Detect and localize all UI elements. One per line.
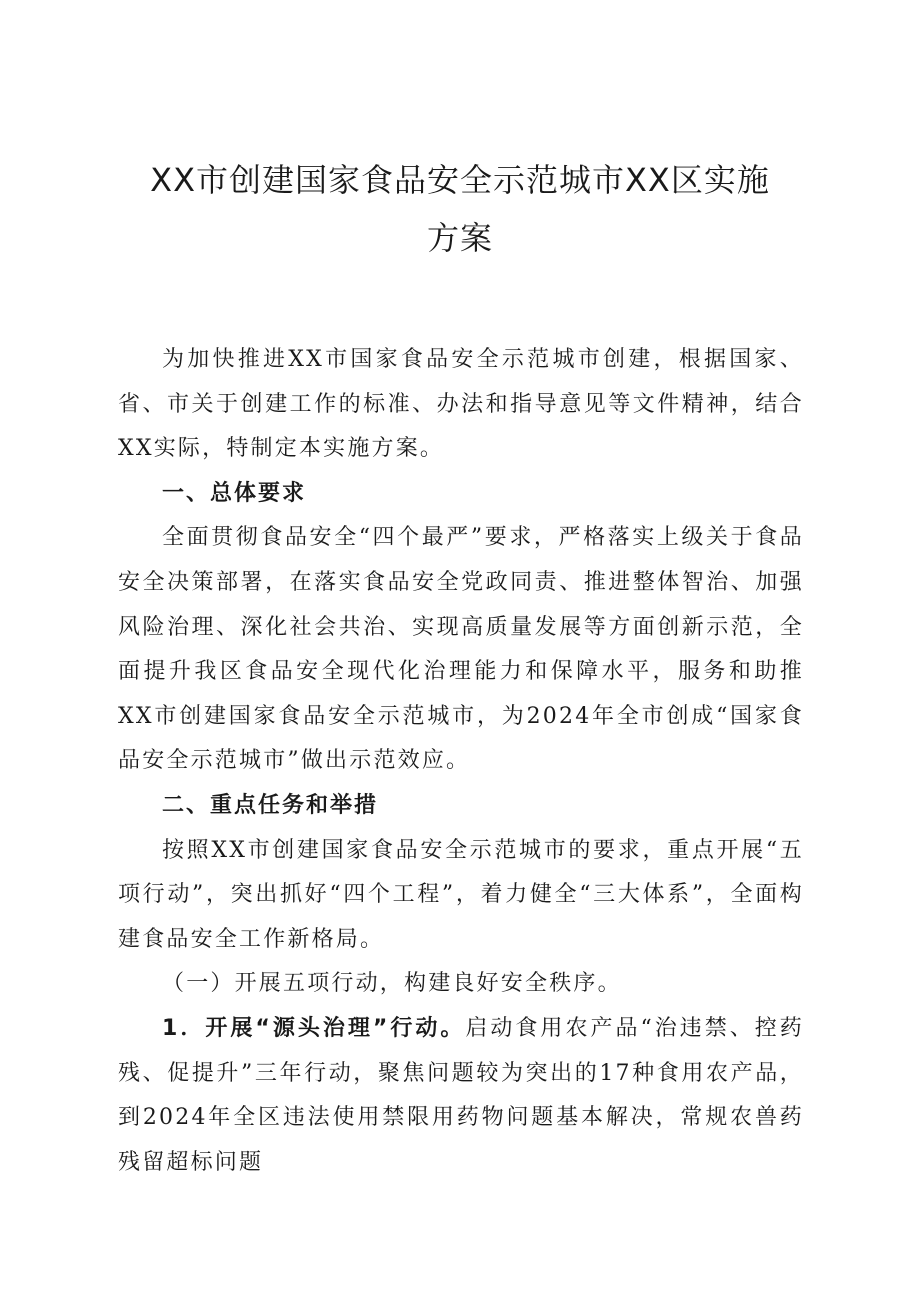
document-title-line-2: 方案 (426, 219, 493, 257)
general-requirements-paragraph: 全面贯彻食品安全“四个最严”要求，严格落实上级关于食品安全决策部署，在落实食品安全党政同责、推进整体智治、加强风险治理、深化社会共治、实现高质量发展等方面创新示范，全面提升我区食品安全现代化治理能力和保障水平，服务和助推XX市创建国家食品安全示范城市，为2024年全市创成“国家食品安全示范城市”做出示范效应。 (118, 525, 804, 774)
document-body (118, 338, 804, 1185)
intro-paragraph: 为加快推进XX市国家食品安全示范城市创建，根据国家、省、市关于创建工作的标准、办法和指导意见等文件精神，结合XX实际，特制定本实施方案。 (118, 347, 804, 462)
section-heading-key-tasks: 二、重点任务和举措 (162, 792, 379, 818)
item-1-text: 启动食用农产品“治违禁、控药残、促提升”三年行动，聚焦问题较为突出的17种食用农产品，到2024年全区违法使用禁限用药物问题基本解决，常规农兽药残留超标问题 (118, 1015, 804, 1175)
document-title-line-1: XX市创建国家食品安全示范城市XX区实施 (150, 161, 770, 199)
subsection-heading-five-actions: （一）开展五项行动，构建良好安全秩序。 (162, 971, 622, 997)
key-tasks-paragraph: 按照XX市创建国家食品安全示范城市的要求，重点开展“五项行动”，突出抓好“四个工程”，着力健全“三大体系”，全面构建食品安全工作新格局。 (118, 837, 804, 952)
item-1-lead: 1．开展“源头治理”行动。 (162, 1015, 466, 1041)
item-1-paragraph (118, 1007, 804, 1185)
section-heading-general-requirements: 一、总体要求 (162, 480, 307, 506)
